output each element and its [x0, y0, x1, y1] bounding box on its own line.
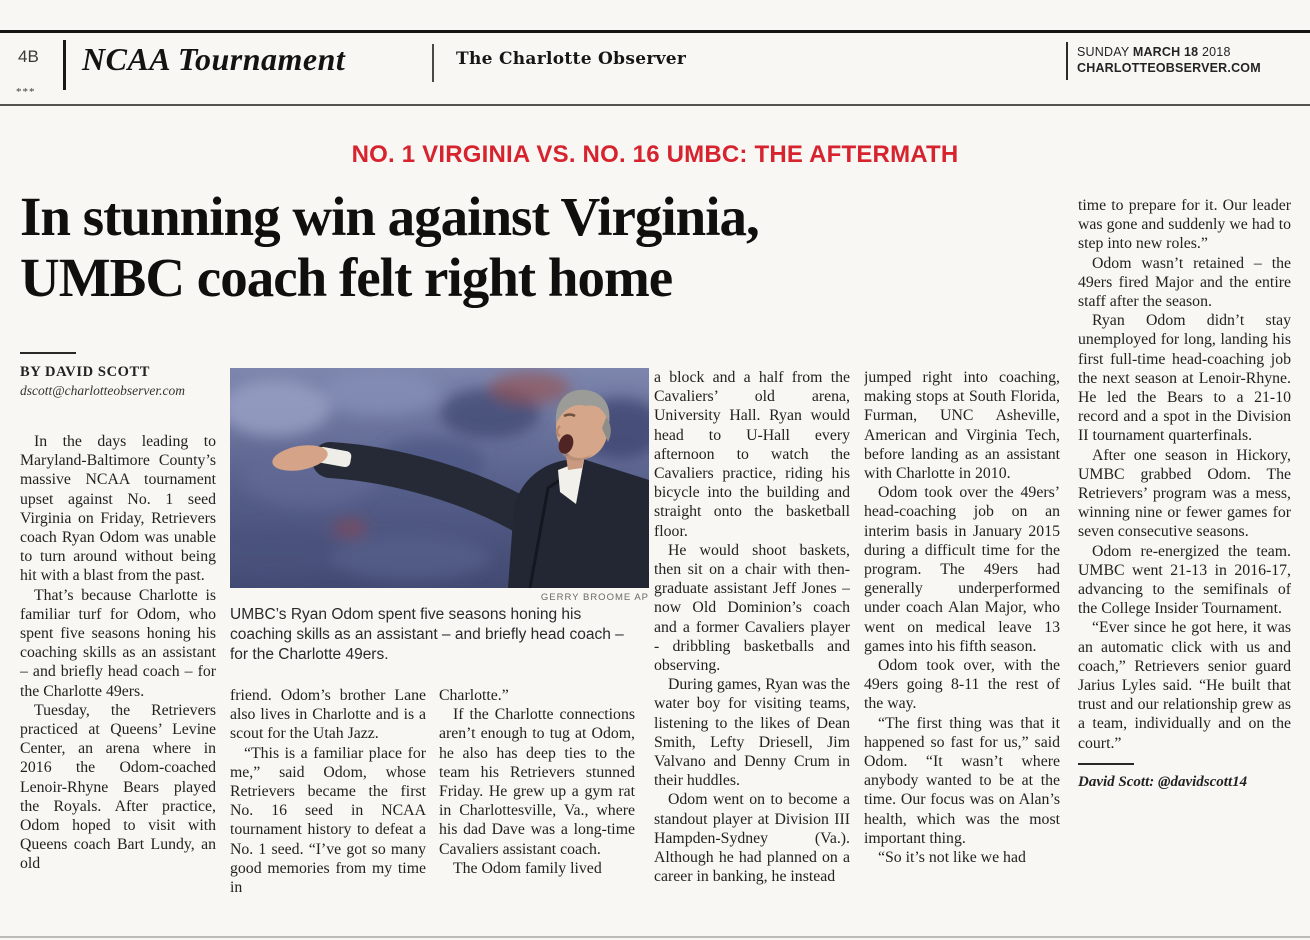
kicker-headline: NO. 1 VIRGINIA VS. NO. 16 UMBC: THE AFTERMATH: [351, 141, 959, 168]
main-headline: [20, 186, 1060, 308]
paragraph: “So it’s not like we had: [878, 849, 1026, 867]
paragraph: After one season in Hickory, UMBC grabbed Odom. The Retrievers’ program was a mess, winning nine or fewer games for seven consecutive seasons.: [1078, 446, 1291, 541]
paragraph: time to prepare for it. Our leader was gone and suddenly we had to step into new roles.”: [1078, 197, 1291, 253]
paragraph: Charlotte.”: [439, 687, 509, 704]
paragraph: Odom went on to become a standout player at Division III Hampden-Sydney (Va.). Although he had planned on a career in banking, he instead: [654, 791, 850, 886]
paragraph: “Ever since he got here, it was an automatic click with us and coach,” Retrievers senior guard Jarius Lyles said. “He built that trust and our relationship grew as a team, individually and on the court.”: [1078, 619, 1291, 752]
headline-line-2: UMBC coach felt right home: [20, 247, 673, 308]
date-line: SUNDAY MARCH 18 2018: [1077, 45, 1231, 59]
edition-marks: ***: [16, 86, 36, 98]
paragraph: That’s because Charlotte is familiar turf for Odom, who spent five seasons honing his coaching skills as an assistant – and briefly head coach – for the Charlotte 49ers.: [20, 586, 216, 700]
paragraph: During games, Ryan was the water boy for visiting teams, listening to the likes of Dean Smith, Lefty Driesell, Jim Valvano and Denny Crum in their huddles.: [654, 676, 850, 790]
paragraph: “The first thing was that it happened so fast for us,” said Odom. “It wasn’t where anybody wanted to be at the time. Our focus was on Alan’s health, which was the most important thing.: [864, 714, 1060, 847]
article-photo: [230, 368, 649, 588]
photo-illustration: [230, 368, 649, 588]
article-column-2: [230, 686, 426, 932]
masthead-divider: [1066, 42, 1068, 80]
paragraph: The Odom family lived: [453, 859, 602, 877]
tagline-rule: [1078, 763, 1134, 765]
newspaper-nameplate: The Charlotte Observer: [456, 49, 687, 69]
page-bottom-rule: [0, 936, 1310, 938]
article-column-6: [1078, 196, 1291, 932]
paragraph: In the days leading to Maryland-Baltimore County’s massive NCAA tournament upset against No. 1 seed Virginia on Friday, Retrievers coach Ryan Odom was unable to turn around without being hit with a blast from the past.: [20, 433, 216, 585]
masthead-top-rule: [0, 30, 1310, 33]
masthead-divider: [63, 40, 66, 90]
paragraph: He would shoot baskets, then sit on a chair with then-graduate assistant Jeff Jones – now Old Dominion’s coach and a former Cavaliers player - dribbling basketballs and observing.: [654, 541, 850, 675]
paragraph: Odom took over the 49ers’ head-coaching job on an interim basis in January 2015 during a difficult time for the program. The 49ers had generally underperformed under coach Alan Major, who went on medical leave 13 games into his fifth season.: [864, 484, 1060, 655]
masthead-bottom-rule: [0, 104, 1310, 106]
paragraph: Odom re-energized the team. UMBC went 21-13 in 2016-17, advancing to the semifinals of the College Insider Tournament.: [1078, 542, 1291, 618]
article-column-1: [20, 432, 216, 932]
paragraph: If the Charlotte connections aren’t enough to tug at Odom, he also has deep ties to the team his Retrievers stunned Friday. He grew up a gym rat in Charlottesville, Va., where his dad Dave was a long-time Cavaliers assistant coach.: [439, 706, 635, 858]
headline-line-1: In stunning win against Virginia,: [20, 186, 759, 247]
article-column-3: [439, 686, 635, 932]
photo-credit: GERRY BROOME AP: [540, 592, 649, 603]
paragraph: jumped right into coaching, making stops at South Florida, Furman, UNC Asheville, American and Virginia Tech, before landing as an assistant with Charlotte in 2010.: [864, 369, 1060, 483]
author-tagline-block: [1078, 763, 1291, 792]
page-number: 4B: [18, 47, 39, 66]
paragraph: Ryan Odom didn’t stay unemployed for long, landing his first full-time head-coaching job the next season at Lenoir-Rhyne. He led the Bears to a 21-10 record and a spot in the Division II tournament quarterfinals.: [1078, 312, 1291, 445]
byline-email: dscott@charlotteobserver.com: [20, 383, 186, 398]
masthead-divider: [432, 44, 434, 82]
paragraph: friend. Odom’s brother Lane also lives in Charlotte and is a scout for the Utah Jazz.: [230, 687, 426, 743]
website-line: CHARLOTTEOBSERVER.COM: [1077, 61, 1261, 75]
byline-rule: [20, 352, 76, 354]
author-tagline: David Scott: @davidscott14: [1078, 773, 1248, 790]
photo-caption: UMBC’s Ryan Odom spent five seasons honing his coaching skills as an assistant – and briefly head coach – for the Charlotte 49ers.: [230, 606, 624, 663]
paragraph: a block and a half from the Cavaliers’ old arena, University Hall. Ryan would head to U-Hall every afternoon to watch the Cavaliers practice, riding his bicycle into the building and straight onto the basketball floor.: [654, 369, 850, 540]
byline-author: BY DAVID SCOTT: [20, 364, 151, 380]
date-block: [1077, 44, 1261, 76]
paragraph: Odom wasn’t retained – the 49ers fired Major and the entire staff after the season.: [1078, 254, 1291, 311]
paragraph: Tuesday, the Retrievers practiced at Queens’ Levine Center, an arena where in 2016 the Odom-coached Lenoir-Rhyne Bears played the Royals. After practice, Odom hoped to visit with Queens coach Bart Lundy, an old: [20, 701, 216, 873]
article-column-4: [654, 368, 850, 932]
paragraph: Odom took over, with the 49ers going 8-11 the rest of the way.: [864, 657, 1060, 713]
paragraph: “This is a familiar place for me,” said Odom, whose Retrievers became the first No. 16 seed in NCAA tournament history to defeat a No. 1 seed. “I’ve got so many good memories from my time in: [230, 744, 426, 897]
byline-block: [20, 352, 216, 399]
article-column-5: [864, 368, 1060, 932]
section-title: NCAA Tournament: [82, 41, 346, 77]
